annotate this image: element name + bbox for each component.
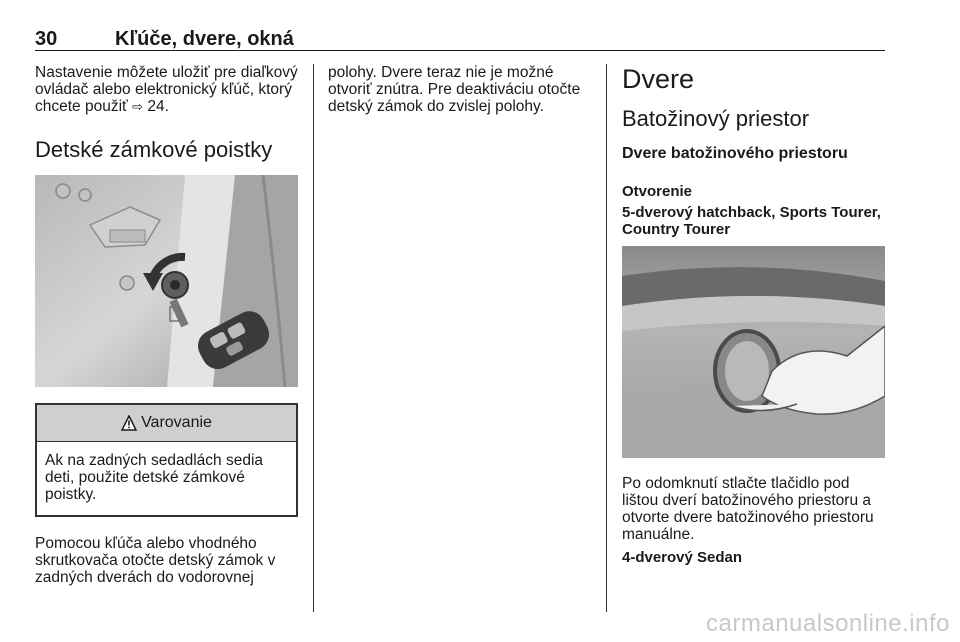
column-divider [313, 64, 314, 612]
warning-title: Varovanie [141, 414, 212, 431]
column-divider [606, 64, 607, 612]
page-number: 30 [35, 28, 58, 50]
column-left [35, 64, 298, 586]
warning-icon [121, 415, 137, 431]
page-ref-number: 24. [147, 98, 169, 115]
heading-cargo-area: Batožinový priestor [622, 106, 810, 131]
warning-header [37, 405, 296, 442]
page-ref-icon: ⇨ [132, 99, 144, 114]
warning-text: Ak na zadných sedadlách sedia deti, použite detské zámkové poistky. [45, 452, 264, 503]
body-paragraph: Pomocou kľúča alebo vhodného skrutkovača otočte detský zámok v zadných dverách do vodorovnej [35, 535, 276, 586]
heading-doors: Dvere [622, 64, 695, 94]
column-right [622, 64, 887, 566]
child-lock-illustration [35, 175, 298, 387]
heading-variants: 5-dverový hatchback, Sports Tourer, Country Tourer [622, 204, 881, 238]
heading-opening: Otvorenie [622, 183, 693, 200]
body-paragraph-tailgate: Po odomknutí stlačte tlačidlo pod lištou dverí batožinového priestoru a otvorte dvere batožinového priestoru manuálne. [622, 475, 874, 543]
page-header [35, 28, 885, 51]
tailgate-handle-illustration [622, 246, 885, 458]
heading-sedan: 4-dverový Sedan [622, 549, 743, 566]
column-middle [328, 64, 590, 115]
intro-paragraph [35, 64, 298, 115]
watermark: carmanualsonline.info [706, 610, 950, 637]
chapter-title: Kľúče, dvere, okná [115, 28, 294, 50]
intro-text: Nastavenie môžete uložiť pre diaľkový ovládač alebo elektronický kľúč, ktorý chcete použiť [35, 64, 298, 115]
section-title: Detské zámkové poistky [35, 137, 273, 162]
warning-box [35, 403, 298, 517]
body-paragraph-continued: polohy. Dvere teraz nie je možné otvoriť znútra. Pre deaktiváciu otočte detský zámok do zvislej polohy. [328, 64, 581, 115]
heading-tailgate: Dvere batožinového priestoru [622, 145, 848, 162]
